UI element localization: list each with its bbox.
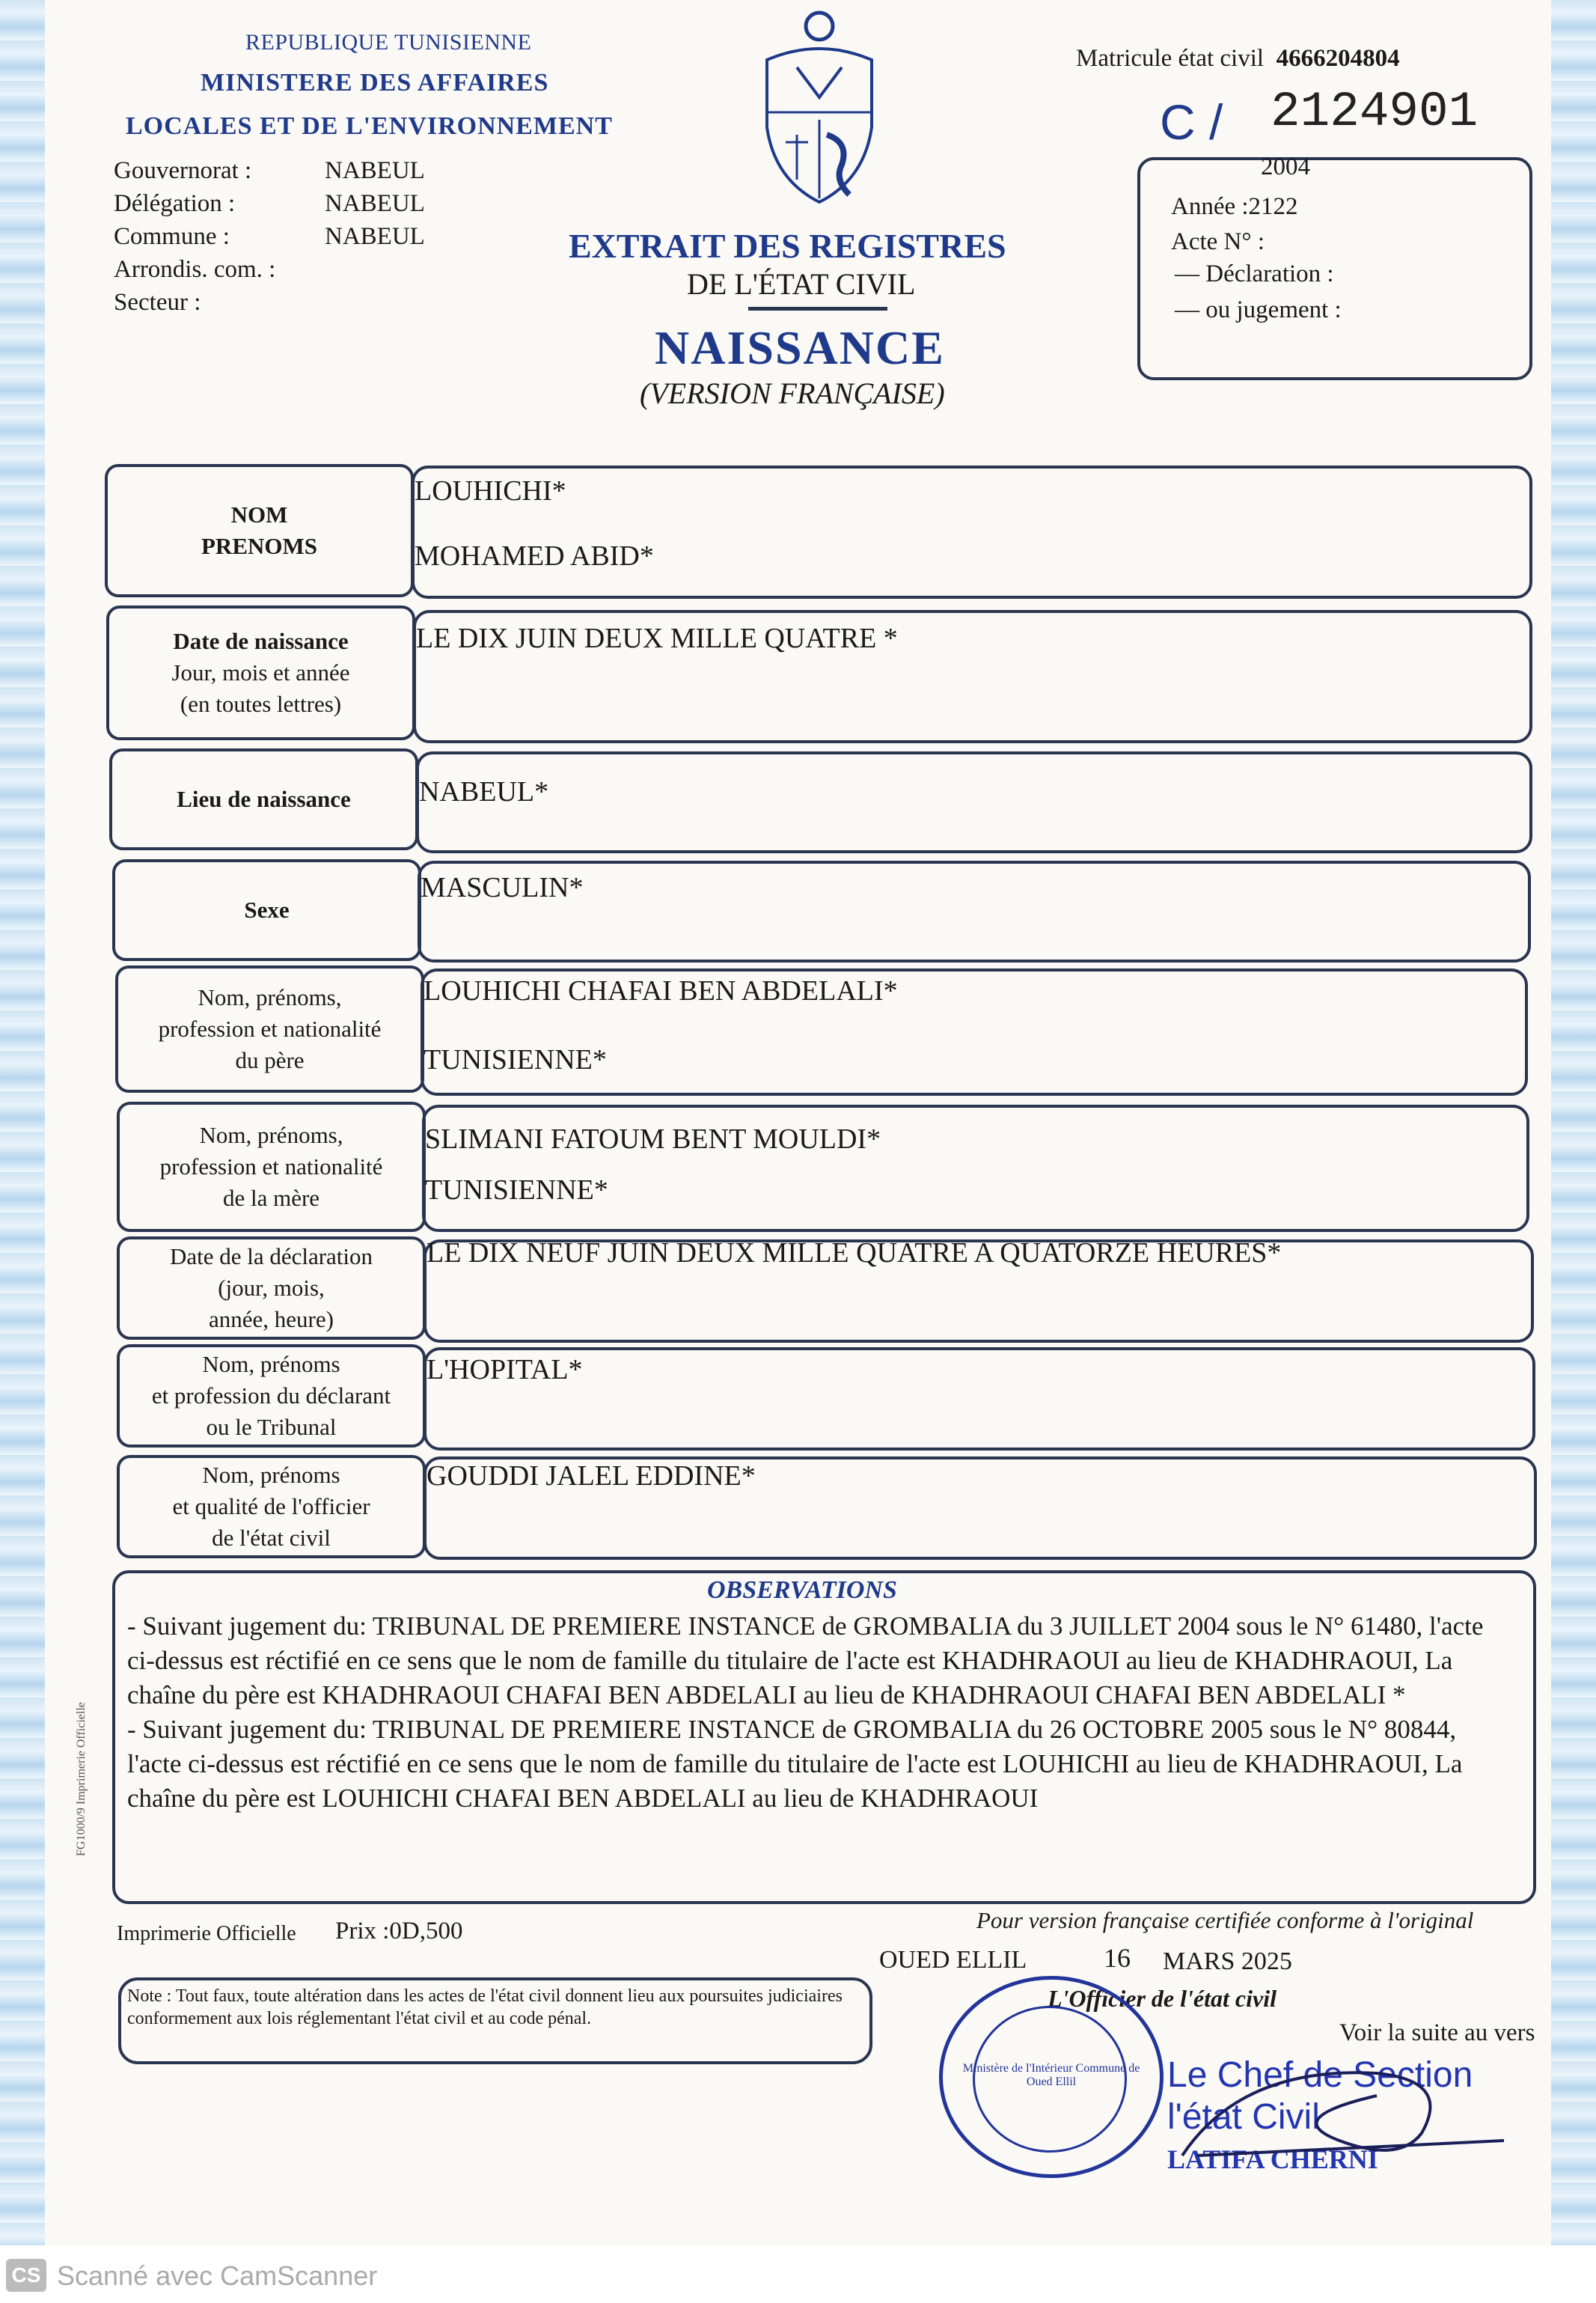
- label-line: année, heure): [209, 1305, 334, 1332]
- row-value-box: [412, 466, 1532, 599]
- label-line: Date de la déclaration: [169, 1243, 373, 1270]
- row-value-box: [416, 751, 1532, 853]
- secteur-label: Secteur :: [114, 289, 201, 316]
- row-value-box: [418, 861, 1531, 963]
- scanner-footer: [0, 2245, 1596, 2303]
- label-line: Nom, prénoms,: [199, 1122, 343, 1149]
- date-naissance-value: LE DIX JUIN DEUX MILLE QUATRE *: [416, 623, 898, 654]
- annee-field: [1171, 193, 1298, 221]
- price-label: Prix :0D,500: [335, 1918, 463, 1944]
- row-value-box: [413, 610, 1532, 743]
- observation-entry: - Suivant jugement du: TRIBUNAL DE PREMIERE INSTANCE de GROMBALIA du 26 OCTOBRE 2005 sous le N° 80844, l'acte ci-dessus est réctifié en ce sens que le nom de famille du titulaire de l'acte est LOUHICHI au lieu de KHADHRAOUI, La chaîne du père est LOUHICHI CHAFAI BEN ABDELALI au lieu de KHADHRAOUI: [127, 1715, 1463, 1813]
- seal-text: Ministère de l'Intérieur Commune de Oued Ellil: [962, 2062, 1140, 2088]
- label-line: Lieu de naissance: [177, 786, 351, 813]
- label-line: (en toutes lettres): [180, 690, 342, 717]
- year-value: 2004: [1261, 153, 1310, 180]
- row-label: [112, 859, 421, 961]
- stamp-name: LATIFA CHERNI: [1167, 2144, 1378, 2174]
- matricule-value: 4666204804: [1276, 45, 1400, 72]
- ministry-line2: LOCALES ET DE L'ENVIRONNEMENT: [126, 112, 613, 140]
- serial-number: 2124901: [1271, 84, 1479, 140]
- row-value-box: [422, 1105, 1529, 1232]
- label-line: Date de naissance: [173, 628, 349, 655]
- row-label: [117, 1344, 426, 1448]
- label-line: Jour, mois et année: [171, 659, 350, 686]
- signature-icon: [1152, 2051, 1511, 2171]
- commune-label: Commune :: [114, 223, 230, 250]
- prenoms-value: MOHAMED ABID*: [415, 540, 654, 572]
- scanner-watermark: Scanné avec CamScanner: [57, 2260, 378, 2291]
- row-label: [117, 1236, 426, 1340]
- mere-nom-value: SLIMANI FATOUM BENT MOULDI*: [425, 1123, 881, 1155]
- note-text: Note : Tout faux, toute altération dans les actes de l'état civil donnent lieu aux poursuites judiciaires conformement aux lois réglementant l'état civil et au code pénal.: [127, 1986, 843, 2028]
- observations-text: [127, 1609, 1511, 1816]
- official-seal: [939, 1976, 1164, 2178]
- arrondis-label: Arrondis. com. :: [114, 256, 276, 283]
- officier-value: GOUDDI JALEL EDDINE*: [426, 1460, 756, 1492]
- nom-label: NOM: [230, 501, 288, 528]
- left-border-pattern: [0, 0, 45, 2245]
- declaration-label: — Déclaration :: [1175, 260, 1334, 287]
- row-label: [117, 1455, 426, 1558]
- title-divider: [748, 307, 887, 311]
- label-line: Sexe: [244, 897, 290, 924]
- serial-prefix: C /: [1160, 94, 1223, 150]
- jugement-label: — ou jugement :: [1175, 296, 1342, 323]
- label-line: Nom, prénoms: [202, 1351, 340, 1378]
- label-line: du père: [235, 1046, 305, 1073]
- mere-nationalite-value: TUNISIENNE*: [425, 1174, 608, 1206]
- row-label: [117, 1102, 426, 1232]
- row-value-box: [424, 1456, 1537, 1560]
- gouvernorat-label: Gouvernorat :: [114, 157, 252, 184]
- title-main: NAISSANCE: [655, 321, 945, 374]
- observation-entry: - Suivant jugement du: TRIBUNAL DE PREMIERE INSTANCE de GROMBALIA du 3 JUILLET 2004 sous le N° 61480, l'acte ci-dessus est réctifié en ce sens que le nom de famille du titulaire de l'acte est KHADHRAOUI au lieu de KHADHRAOUI, La chaîne du père est KHADHRAOUI CHAFAI BEN ABDELALI au lieu de KHADHRAOUI CHAFAI BEN ABDELALI *: [127, 1611, 1484, 1709]
- acte-label: Acte N° :: [1171, 228, 1265, 255]
- row-label: [105, 464, 414, 597]
- sexe-value: MASCULIN*: [421, 872, 584, 903]
- gouvernorat-value: NABEUL: [325, 157, 425, 184]
- observations-title: OBSERVATIONS: [707, 1576, 897, 1604]
- label-line: et qualité de l'officier: [172, 1493, 370, 1520]
- ministry-line1: MINISTERE DES AFFAIRES: [201, 69, 549, 97]
- label-line: de l'état civil: [212, 1524, 331, 1551]
- label-line: (jour, mois,: [218, 1275, 325, 1302]
- declarant-value: L'HOPITAL*: [426, 1354, 583, 1385]
- label-line: Nom, prénoms: [202, 1462, 340, 1489]
- place-label: OUED ELLIL: [879, 1946, 1027, 1974]
- prenoms-label: PRENOMS: [201, 533, 317, 559]
- row-value-box: [424, 1347, 1535, 1451]
- lieu-naissance-value: NABEUL*: [419, 776, 549, 808]
- row-label: [115, 966, 424, 1093]
- day-label: 16: [1104, 1943, 1131, 1973]
- certified-label: Pour version française certifiée conforme à l'original: [976, 1907, 1474, 1933]
- row-value-box: [421, 969, 1528, 1096]
- title-line1: EXTRAIT DES REGISTRES: [569, 227, 1006, 265]
- title-sub: (VERSION FRANÇAISE): [640, 376, 945, 410]
- label-line: et profession du déclarant: [151, 1382, 391, 1409]
- pere-nationalite-value: TUNISIENNE*: [424, 1044, 607, 1076]
- camscanner-logo-icon: CS: [6, 2259, 46, 2292]
- stamp-text: Le Chef de Section l'état Civil: [1167, 2055, 1473, 2137]
- annee-value: 2122: [1248, 193, 1298, 220]
- label-line: de la mère: [222, 1184, 320, 1211]
- label-line: profession et nationalité: [159, 1153, 383, 1180]
- label-line: Nom, prénoms,: [198, 984, 342, 1011]
- matricule-field: [1076, 45, 1400, 73]
- label-line: ou le Tribunal: [206, 1413, 337, 1440]
- month-year-label: MARS 2025: [1163, 1947, 1292, 1975]
- pere-nom-value: LOUHICHI CHAFAI BEN ABDELALI*: [424, 975, 898, 1007]
- commune-value: NABEUL: [325, 223, 425, 250]
- row-label: [106, 606, 415, 740]
- see-back-label: Voir la suite au vers: [1339, 2019, 1535, 2046]
- title-line2: DE L'ÉTAT CIVIL: [687, 267, 916, 301]
- date-declaration-value: LE DIX NEUF JUIN DEUX MILLE QUATRE A QUATORZE HEURES*: [426, 1237, 1282, 1269]
- right-border-pattern: [1551, 0, 1596, 2245]
- label-line: profession et nationalité: [158, 1016, 382, 1043]
- republic-label: REPUBLIQUE TUNISIENNE: [245, 30, 532, 55]
- nom-value: LOUHICHI*: [415, 475, 566, 507]
- side-print-code: FG1000/9 Imprimerie Officielle: [75, 1702, 88, 1856]
- officer-label: L'Officier de l'état civil: [1048, 1985, 1277, 2012]
- delegation-label: Délégation :: [114, 190, 236, 217]
- coat-of-arms-icon: [752, 7, 887, 206]
- row-label: [109, 748, 418, 850]
- printer-label: Imprimerie Officielle: [117, 1922, 296, 1945]
- row-value-box: [424, 1239, 1534, 1343]
- delegation-value: NABEUL: [325, 190, 425, 217]
- annee-label: Année :: [1171, 193, 1249, 220]
- matricule-label: Matricule état civil: [1076, 45, 1265, 72]
